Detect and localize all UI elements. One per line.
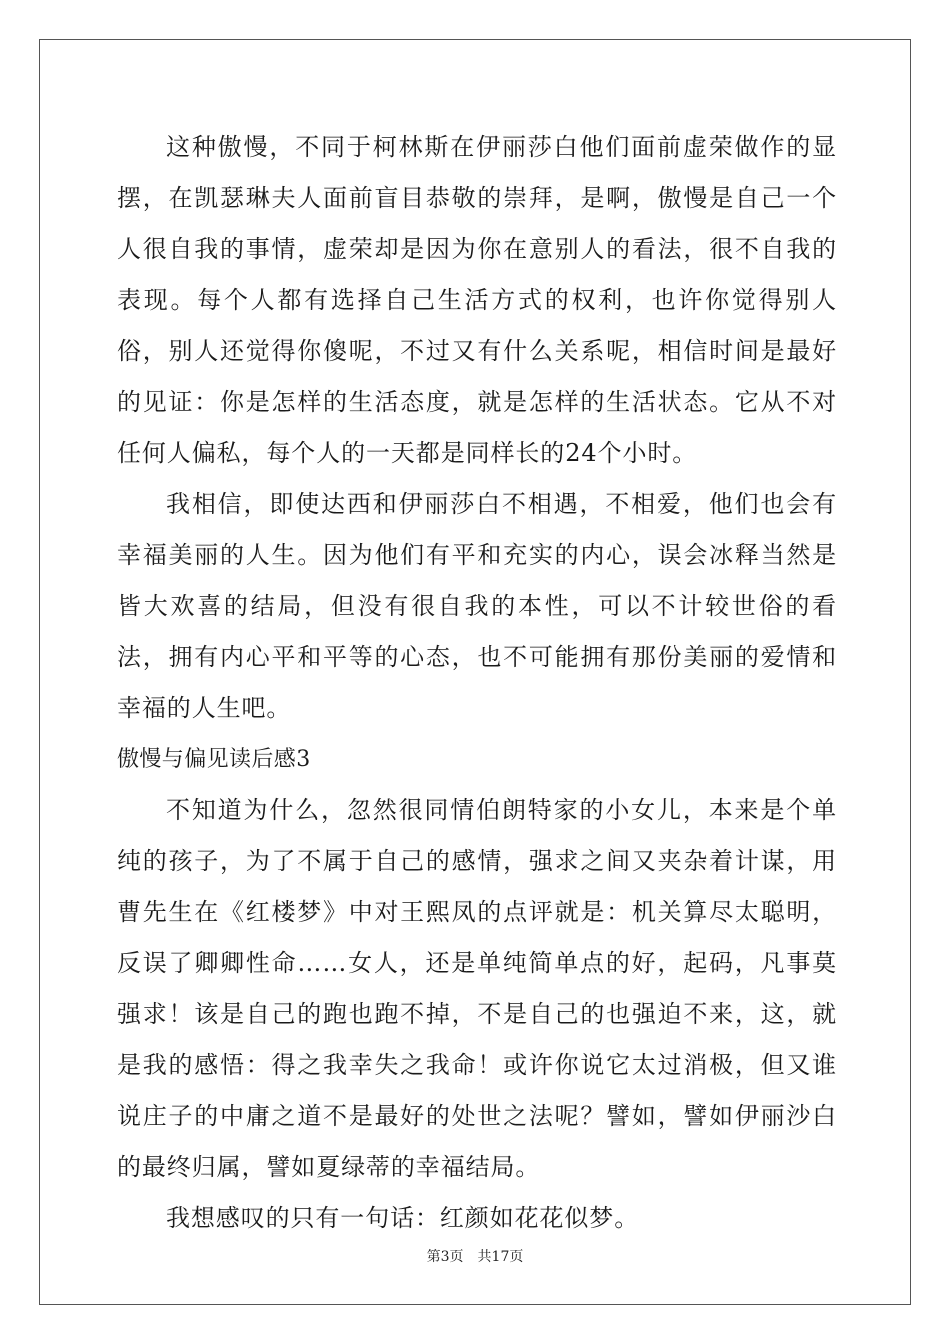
paragraph-arrogance-vs-vanity: 这种傲慢，不同于柯林斯在伊丽莎白他们面前虚荣做作的显摆，在凯瑟琳夫人面前盲目恭敬的崇拜，是啊，傲慢是自己一个人很自我的事情，虚荣却是因为你在意别人的看法，很不自我的表现。每个人都有选择自己生活方式的权利，也许你觉得别人俗，别人还觉得你傻呢，不过又有什么关系呢，相信时间是最好的见证：你是怎样的生活态度，就是怎样的生活状态。它从不对任何人偏私，每个人的一天都是同样长的24个小时。 <box>117 133 837 467</box>
section-heading: 傲慢与偏见读后感3 <box>117 747 311 772</box>
paragraph-bennet-daughter: 不知道为什么，忽然很同情伯朗特家的小女儿，本来是个单纯的孩子，为了不属于自己的感情，强求之间又夹杂着计谋，用曹先生在《红楼梦》中对王熙凤的点评就是：机关算尽太聪明，反误了卿卿性命……女人，还是单纯简单点的好，起码，凡事莫强求！该是自己的跑也跑不掉，不是自己的也强迫不来，这，就是我的感悟：得之我幸失之我命！或许你说它太过消极，但又谁说庄子的中庸之道不是最好的处世之法呢？譬如，譬如伊丽沙白的最终归属，譬如夏绿蒂的幸福结局。 <box>117 796 837 1181</box>
document-body <box>117 122 837 1244</box>
paragraph-darcy-elizabeth: 我相信，即使达西和伊丽莎白不相遇，不相爱，他们也会有幸福美丽的人生。因为他们有平和充实的内心，误会冰释当然是皆大欢喜的结局，但没有很自我的本性，可以不计较世俗的看法，拥有内心平和平等的心态，也不可能拥有那份美丽的爱情和幸福的人生吧。 <box>117 490 837 722</box>
page-number: 第3页 <box>426 1249 464 1265</box>
page-footer <box>0 1246 950 1266</box>
paragraph-closing-sigh: 我想感叹的只有一句话：红颜如花花似梦。 <box>166 1204 640 1232</box>
page-total: 共17页 <box>477 1249 524 1265</box>
